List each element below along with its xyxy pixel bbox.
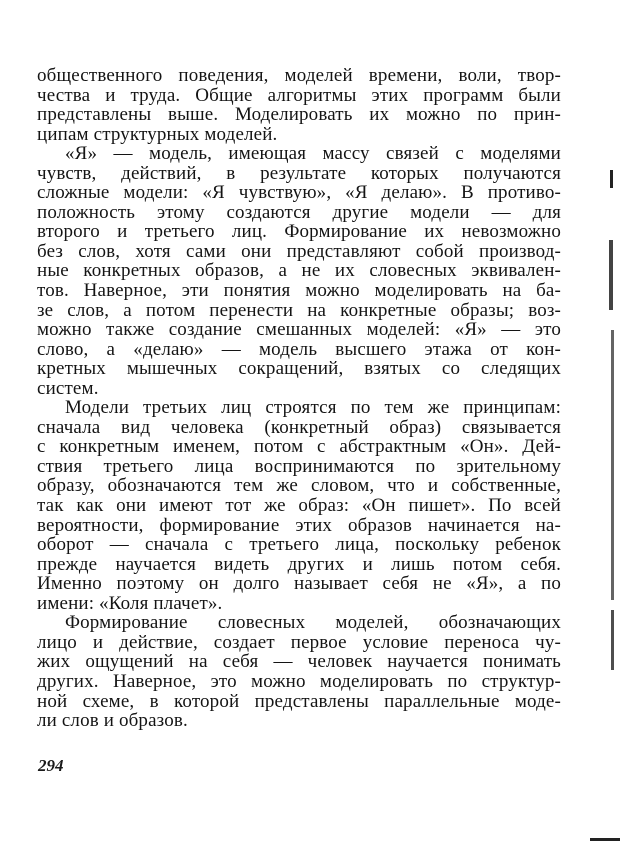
text-line: имени: «Коля плачет». bbox=[37, 592, 223, 614]
paragraph bbox=[37, 144, 561, 398]
text-line: без слов, хотя сами они представляют собой производ- bbox=[37, 240, 561, 262]
text-line: других. Наверное, это можно моделировать по структур- bbox=[37, 670, 561, 692]
text-line: прежде научается видеть других и лишь потом себя. bbox=[37, 553, 561, 575]
text-line: ствия третьего лица воспринимаются по зрительному bbox=[37, 455, 561, 477]
text-line: ли слов и образов. bbox=[37, 710, 188, 732]
text-line: положность этому создаются другие модели — для bbox=[37, 201, 561, 223]
text-line: оборот — сначала с третьего лица, поскольку ребенок bbox=[37, 534, 561, 556]
text-line: Именно поэтому он долго называет себя не «Я», а по bbox=[37, 573, 561, 595]
scan-edge-mark bbox=[609, 240, 613, 310]
text-line: систем. bbox=[37, 377, 99, 399]
paragraph bbox=[37, 613, 561, 730]
text-line: сначала вид человека (конкретный образ) связывается bbox=[37, 416, 561, 438]
text-line: так как они имеют тот же образ: «Он пишет». По всей bbox=[37, 495, 561, 517]
text-line: тов. Наверное, эти понятия можно моделировать на ба- bbox=[37, 280, 561, 302]
text-line: слово, а «делаю» — модель высшего этажа от кон- bbox=[37, 338, 561, 360]
text-line: кретных мышечных сокращений, взятых со следящих bbox=[37, 358, 561, 380]
text-line: «Я» — модель, имеющая массу связей с моделями bbox=[65, 143, 561, 165]
text-line: жих ощущений на себя — человек научается понимать bbox=[37, 651, 561, 673]
page-number: 294 bbox=[38, 756, 64, 775]
page-body bbox=[37, 66, 561, 731]
scan-edge-mark bbox=[590, 838, 620, 841]
paragraph bbox=[37, 66, 561, 144]
text-line: ные конкретных образов, а не их словесных эквивален- bbox=[37, 260, 561, 282]
text-line: ной схеме, в которой представлены параллельные моде- bbox=[37, 690, 561, 712]
text-line: чувств, действий, в результате которых получаются bbox=[37, 162, 561, 184]
text-line: Формирование словесных моделей, обозначающих bbox=[65, 612, 561, 634]
scan-edge-mark bbox=[611, 330, 614, 600]
text-line: чества и труда. Общие алгоритмы этих программ были bbox=[37, 84, 561, 106]
paragraph bbox=[37, 398, 561, 613]
text-line: сложные модели: «Я чувствую», «Я делаю». В противо- bbox=[37, 182, 561, 204]
scan-edge-mark bbox=[611, 610, 614, 670]
text-line: второго и третьего лиц. Формирование их невозможно bbox=[37, 221, 561, 243]
text-line: образу, обозначаются тем же словом, что и собственные, bbox=[37, 475, 561, 497]
text-line: с конкретным именем, потом с абстрактным «Он». Дей- bbox=[37, 436, 561, 458]
text-line: общественного поведения, моделей времени, воли, твор- bbox=[37, 65, 561, 86]
text-line: зе слов, а потом перенести на конкретные образы; воз- bbox=[37, 299, 561, 321]
text-line: ципам структурных моделей. bbox=[37, 123, 278, 145]
text-line: Модели третьих лиц строятся по тем же принципам: bbox=[65, 397, 561, 419]
scan-edge-mark bbox=[610, 170, 613, 188]
text-line: можно также создание смешанных моделей: «Я» — это bbox=[37, 319, 561, 341]
text-line: лицо и действие, создает первое условие переноса чу- bbox=[37, 631, 561, 653]
text-line: представлены выше. Моделировать их можно по прин- bbox=[37, 104, 561, 126]
text-line: вероятности, формирование этих образов начинается на- bbox=[37, 514, 561, 536]
